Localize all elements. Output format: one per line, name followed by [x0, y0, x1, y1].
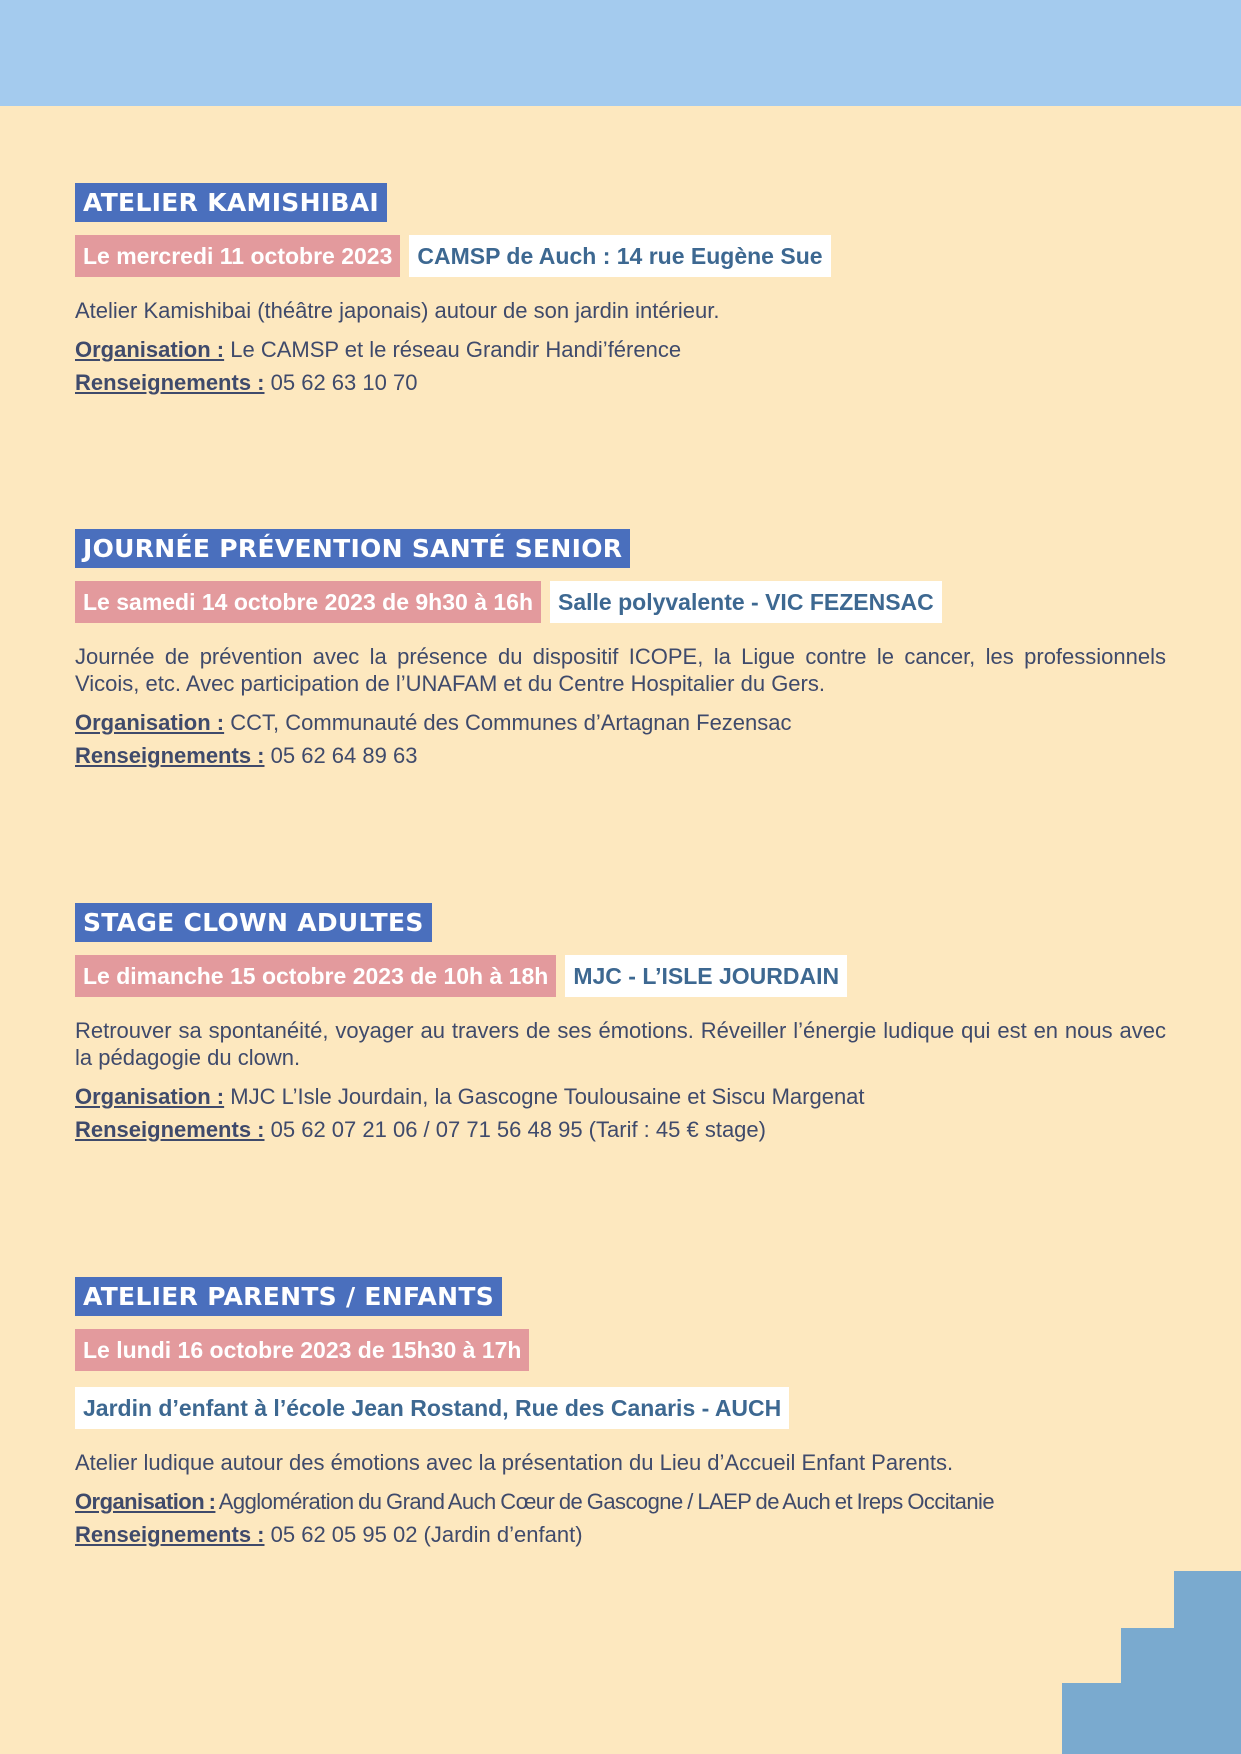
organisation-label: Organisation :	[75, 337, 225, 362]
event-place: Salle polyvalente - VIC FEZENSAC	[550, 581, 942, 623]
organisation-label: Organisation :	[75, 1489, 216, 1514]
event-tags	[75, 235, 1166, 277]
organisation-value: Agglomération du Grand Auch Cœur de Gascogne / LAEP de Auch et Ireps Occitanie	[218, 1489, 995, 1514]
event-tags	[75, 581, 1166, 623]
event-date: Le lundi 16 octobre 2023 de 15h30 à 17h	[75, 1329, 529, 1371]
event-description: Atelier Kamishibai (théâtre japonais) autour de son jardin intérieur.	[75, 298, 720, 323]
organisation-value: CCT, Communauté des Communes d’Artagnan Fezensac	[230, 710, 792, 735]
renseignements-value: 05 62 64 89 63	[270, 743, 418, 768]
renseignements-value: 05 62 63 10 70	[270, 370, 418, 395]
event-atelier-kamishibai	[75, 183, 1166, 396]
event-date: Le mercredi 11 octobre 2023	[75, 235, 400, 277]
event-description: Atelier ludique autour des émotions avec la présentation du Lieu d’Accueil Enfant Parents.	[75, 1450, 954, 1475]
event-journee-prevention-sante-senior	[75, 529, 1166, 769]
renseignements-row	[75, 1521, 1166, 1548]
event-description: Journée de prévention avec la présence du dispositif ICOPE, la Ligue contre le cancer, les professionnels Vicois, etc. Avec participation de l’UNAFAM et du Centre Hospitalier du Gers.	[75, 644, 1166, 696]
renseignements-row	[75, 1116, 1166, 1143]
renseignements-label: Renseignements :	[75, 743, 265, 768]
event-atelier-parents-enfants	[75, 1277, 1166, 1548]
renseignements-label: Renseignements :	[75, 1522, 265, 1547]
renseignements-value: 05 62 05 95 02 (Jardin d’enfant)	[270, 1522, 583, 1547]
organisation-label: Organisation :	[75, 1084, 225, 1109]
organisation-row	[75, 1083, 1166, 1110]
top-banner	[0, 0, 1241, 106]
event-place: CAMSP de Auch : 14 rue Eugène Sue	[409, 235, 830, 277]
event-title: ATELIER KAMISHIBAI	[75, 183, 387, 222]
event-title: STAGE CLOWN ADULTES	[75, 903, 432, 942]
renseignements-row	[75, 369, 1166, 396]
event-place: MJC - L’ISLE JOURDAIN	[565, 955, 847, 997]
event-description: Retrouver sa spontanéité, voyager au travers de ses émotions. Réveiller l’énergie ludique qui est en nous avec la pédagogie du clown.	[75, 1018, 1166, 1070]
renseignements-row	[75, 742, 1166, 769]
renseignements-label: Renseignements :	[75, 1117, 265, 1142]
event-tags	[75, 955, 1166, 997]
organisation-row	[75, 1488, 1166, 1515]
event-date: Le samedi 14 octobre 2023 de 9h30 à 16h	[75, 581, 541, 623]
organisation-value: MJC L’Isle Jourdain, la Gascogne Toulousaine et Siscu Margenat	[230, 1084, 865, 1109]
event-date: Le dimanche 15 octobre 2023 de 10h à 18h	[75, 955, 556, 997]
organisation-value: Le CAMSP et le réseau Grandir Handi’férence	[230, 337, 682, 362]
organisation-row	[75, 336, 1166, 363]
event-place: Jardin d’enfant à l’école Jean Rostand, Rue des Canaris - AUCH	[75, 1387, 789, 1429]
event-title: ATELIER PARENTS / ENFANTS	[75, 1277, 502, 1316]
renseignements-value: 05 62 07 21 06 / 07 71 56 48 95 (Tarif : 45 € stage)	[270, 1117, 766, 1142]
renseignements-label: Renseignements :	[75, 370, 265, 395]
organisation-label: Organisation :	[75, 710, 225, 735]
event-title: JOURNÉE PRÉVENTION SANTÉ SENIOR	[75, 529, 630, 568]
organisation-row	[75, 709, 1166, 736]
event-tags	[75, 1329, 1166, 1371]
event-stage-clown-adultes	[75, 903, 1166, 1143]
